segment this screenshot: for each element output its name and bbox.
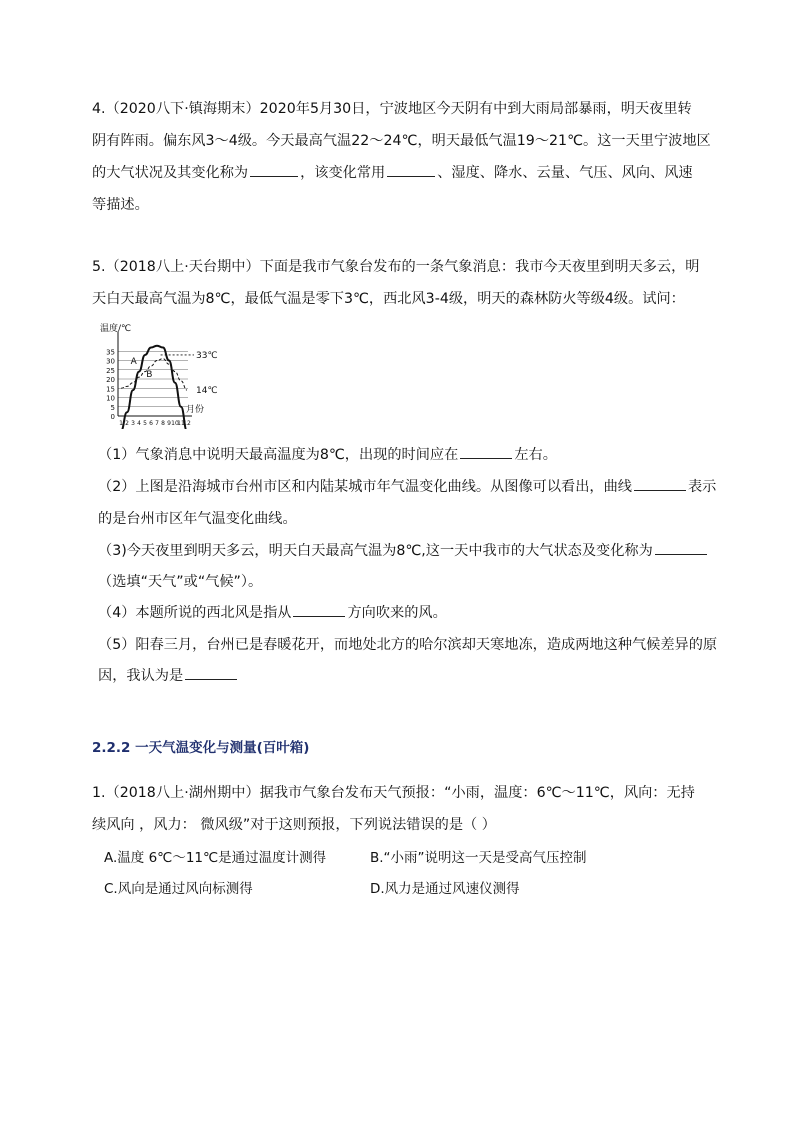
chart-x-tick-label: 2 bbox=[125, 420, 129, 427]
q5-sub-4-tail: 方向吹来的风。 bbox=[347, 605, 447, 621]
question-5 bbox=[92, 251, 702, 315]
chart-x-tick-label: 5 bbox=[143, 420, 147, 427]
chart-x-tick-label: 8 bbox=[161, 420, 165, 427]
option-d[interactable]: D.风力是通过风速仪测得 bbox=[370, 881, 520, 897]
chart-series-label-A: A bbox=[130, 357, 137, 368]
q5-line-2: 天白天最高气温为8℃，最低气温是零下3℃，西北风3-4级，明天的森林防火等级4级。试问： bbox=[92, 291, 685, 307]
q4-line-3 bbox=[92, 157, 702, 189]
chart-x-tick-label: 4 bbox=[137, 420, 141, 427]
q5-sub-3-cont: （选填“天气”或“气候”）。 bbox=[98, 574, 263, 590]
q5-sub-3-text: （3)今天夜里到明天多云，明天白天最高气温为8℃,这一天中我市的大气状态及变化称为 bbox=[98, 543, 653, 559]
q5-line-1: 5.（2018八上·天台期中）下面是我市气象台发布的一条气象消息：我市今天夜里到明天多云，明 bbox=[92, 259, 700, 275]
q4-line-3-text-a: 的大气状况及其变化称为 bbox=[92, 165, 249, 181]
q5-sub-5-tail: 因，我认为是 bbox=[98, 668, 184, 684]
chart-x-tick-label: 1 bbox=[119, 420, 123, 427]
q5-sub-5-cont bbox=[98, 665, 239, 685]
q1-line-2: 续风向 ，风力： 微风级”对于这则预报，下列说法错误的是（ ） bbox=[92, 817, 496, 833]
chart-y-tick-label: 0 bbox=[110, 413, 115, 421]
q4-line-3-text-c: 、湿度、降水、云量、气压、风向、风速 bbox=[437, 165, 693, 181]
option-b[interactable]: B.“小雨”说明这一天是受高气压控制 bbox=[370, 850, 587, 866]
chart-x-tick-label: 3 bbox=[131, 420, 135, 427]
q5-sub-2-cont: 的是台州市区年气温变化曲线。 bbox=[98, 511, 297, 527]
option-c[interactable]: C.风向是通过风向标测得 bbox=[104, 881, 253, 897]
chart-y-axis-label: 温度/℃ bbox=[100, 324, 132, 334]
answer-blank[interactable] bbox=[250, 162, 298, 177]
q4-line-1: 4.（2020八下·镇海期末）2020年5月30日，宁波地区今天阴有中到大雨局部暴雨，明天夜里转 bbox=[92, 101, 692, 117]
q5-sub-1 bbox=[98, 444, 557, 464]
chart-y-tick-label: 30 bbox=[106, 357, 115, 366]
q5-sub-2 bbox=[98, 476, 716, 496]
chart-x-tick-label: 10 bbox=[171, 420, 179, 427]
answer-blank[interactable] bbox=[655, 540, 707, 555]
answer-blank[interactable] bbox=[293, 602, 345, 617]
chart-annotation-min: 14℃ bbox=[196, 386, 218, 397]
question-1 bbox=[92, 777, 702, 841]
chart-x-tick-label: 12 bbox=[183, 420, 191, 427]
chart-y-tick-label: 15 bbox=[106, 385, 115, 394]
chart-y-tick-label: 10 bbox=[106, 394, 115, 403]
option-a[interactable]: A.温度 6℃～11℃是通过温度计测得 bbox=[104, 850, 327, 866]
answer-blank[interactable] bbox=[185, 665, 237, 680]
q5-sub-1-text: （1）气象消息中说明天最高温度为8℃，出现的时间应在 bbox=[98, 447, 459, 463]
q4-line-2: 阴有阵雨。偏东风3～4级。今天最高气温22～24℃，明天最低气温19～21℃。这一天里宁波地区 bbox=[92, 133, 711, 149]
chart-x-axis-label: 月份 bbox=[186, 405, 205, 415]
chart-y-tick-label: 20 bbox=[106, 376, 115, 384]
q5-sub-5: （5）阳春三月，台州已是春暖花开，而地处北方的哈尔滨却天寒地冻，造成两地这种气候差异的原 bbox=[98, 637, 718, 653]
question-4 bbox=[92, 93, 711, 221]
chart-x-tick-label: 7 bbox=[155, 420, 159, 427]
chart-y-tick-label: 25 bbox=[106, 366, 115, 375]
q5-sub-2-tail: 表示 bbox=[687, 479, 717, 495]
chart-y-tick-label: 35 bbox=[106, 348, 115, 357]
chart-series-label-B: B bbox=[146, 370, 153, 381]
q4-line-3-text-b: ，该变化常用 bbox=[300, 165, 386, 181]
q5-sub-3 bbox=[98, 540, 709, 560]
answer-blank[interactable] bbox=[387, 162, 435, 177]
q5-sub-1-tail: 左右。 bbox=[514, 447, 557, 463]
chart-x-tick-label: 9 bbox=[167, 420, 171, 427]
section-title: 2.2.2 一天气温变化与测量(百叶箱) bbox=[92, 740, 310, 756]
answer-blank[interactable] bbox=[460, 444, 512, 459]
chart-x-tick-label: 6 bbox=[149, 420, 153, 427]
temperature-chart bbox=[98, 322, 233, 429]
q5-sub-4-text: （4）本题所说的西北风是指从 bbox=[98, 605, 292, 621]
chart-annotation-max: 33℃ bbox=[196, 350, 218, 361]
q5-sub-2-text: （2）上图是沿海城市台州市区和内陆某城市年气温变化曲线。从图像可以看出，曲线 bbox=[98, 479, 632, 495]
q5-sub-4 bbox=[98, 602, 447, 622]
q4-line-4: 等描述。 bbox=[92, 197, 149, 213]
q1-line-1: 1.（2018八上·湖州期中）据我市气象台发布天气预报：“小雨，温度：6℃～11℃，风向：无持 bbox=[92, 785, 695, 801]
answer-blank[interactable] bbox=[634, 476, 686, 491]
chart-y-tick-label: 5 bbox=[110, 403, 115, 412]
chart-x-tick-label: 11 bbox=[177, 420, 185, 427]
